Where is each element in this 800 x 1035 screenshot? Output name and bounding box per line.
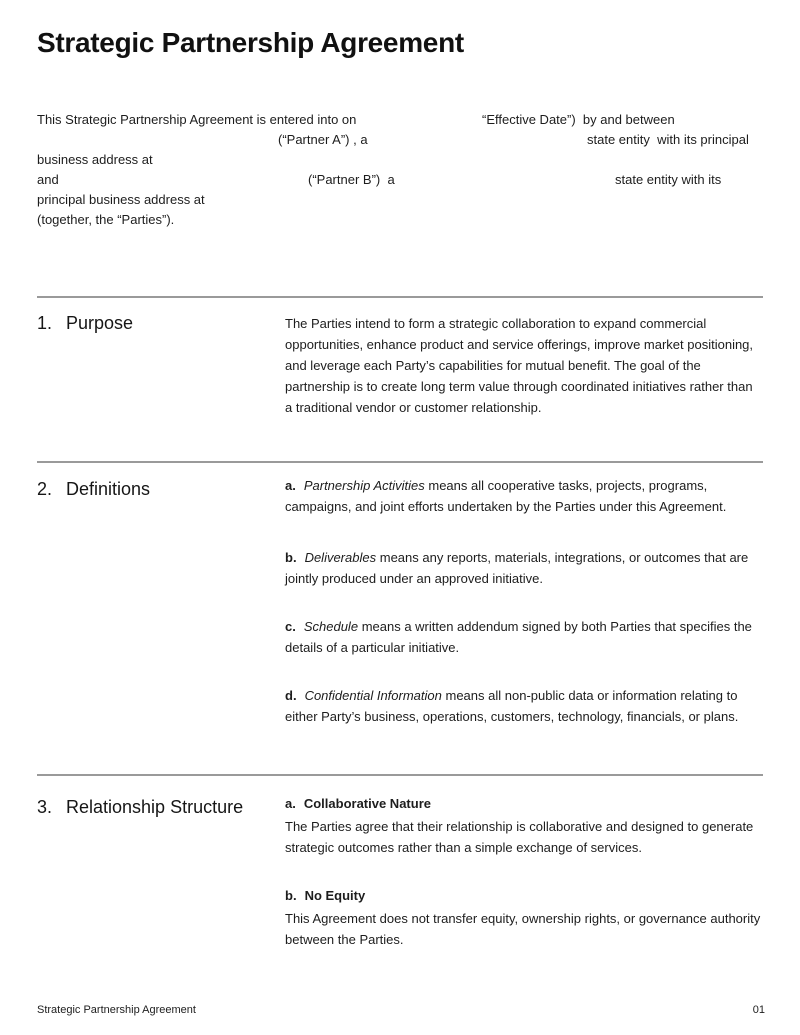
intro-text-segment: “Effective Date”) by and between [482, 112, 675, 127]
subsection-label: b. [285, 888, 297, 903]
section-number: 2. [37, 479, 53, 499]
section-heading-label: Definitions [66, 479, 151, 499]
definition-text: means a written addendum signed by both Parties that specifies the details of a particular initiative. [285, 619, 752, 655]
intro-text-segment: business address at [37, 152, 153, 167]
definition-item [285, 616, 763, 658]
intro-line [0, 112, 800, 132]
section-divider [37, 774, 763, 776]
section-heading-label: Purpose [66, 313, 134, 333]
definition-item [285, 685, 763, 727]
definition-term: Deliverables [304, 550, 377, 565]
section-heading-definitions [37, 478, 277, 500]
intro-text-segment: This Strategic Partnership Agreement is entered into on [37, 112, 357, 127]
definition-label: d. [285, 688, 297, 703]
intro-line [0, 212, 800, 232]
footer-document-name: Strategic Partnership Agreement [37, 1004, 196, 1016]
definition-item [285, 547, 763, 589]
section-divider [37, 296, 763, 298]
definition-label: b. [285, 550, 297, 565]
page-number: 01 [752, 1004, 765, 1016]
definition-label: a. [285, 478, 296, 493]
definition-label: c. [285, 619, 296, 634]
intro-text-segment: (“Partner B”) a [308, 172, 395, 187]
intro-line [0, 152, 800, 172]
subsection-heading [285, 885, 763, 906]
intro-line [0, 132, 800, 152]
intro-text-segment: (together, the “Parties”). [37, 212, 175, 227]
section-number: 3. [37, 797, 53, 817]
section-heading-relationship-structure [37, 796, 277, 818]
subsection-title: Collaborative Nature [303, 796, 431, 811]
subsection-label: a. [285, 796, 296, 811]
section-heading-label: Relationship Structure [66, 797, 244, 817]
subsection-body: This Agreement does not transfer equity, ownership rights, or governance authority between the Parties. [285, 911, 761, 947]
definition-item [285, 475, 763, 517]
definition-text: means any reports, materials, integrations, or outcomes that are jointly produced under an approved initiative. [285, 550, 749, 586]
definition-text: means all non-public data or information relating to either Party’s business, operations, customers, technology, financials, or plans. [285, 688, 739, 724]
definition-term: Partnership Activities [303, 478, 425, 493]
intro-text-segment: state entity with its principal [587, 132, 749, 147]
intro-text-segment: principal business address at [37, 192, 205, 207]
document-title: Strategic Partnership Agreement [37, 27, 464, 58]
definition-term: Schedule [303, 619, 359, 634]
section-body-purpose: The Parties intend to form a strategic collaboration to expand commercial opportunities, enhance product and service offerings, improve market positioning, and leverage each Party’s capabilities for mutual benefit. The goal of the partnership is to create long term value through coordinated initiatives rather than a traditional vendor or customer relationship. [285, 316, 754, 415]
intro-text-segment: and [37, 172, 59, 187]
intro-line [0, 192, 800, 212]
intro-line [0, 172, 800, 192]
section-number: 1. [37, 313, 53, 333]
subsection-body: The Parties agree that their relationship is collaborative and designed to generate strategic outcomes rather than a simple exchange of services. [285, 819, 754, 855]
section-divider [37, 461, 763, 463]
definition-text: means all cooperative tasks, projects, programs, campaigns, and joint efforts undertaken by the Parties under this Agreement. [285, 478, 727, 514]
definition-term: Confidential Information [304, 688, 442, 703]
intro-text-segment: (“Partner A”) , a [278, 132, 368, 147]
subsection-title: No Equity [304, 888, 366, 903]
section-heading-purpose [37, 312, 277, 334]
subsection-heading [285, 793, 763, 814]
intro-text-segment: state entity with its [615, 172, 722, 187]
